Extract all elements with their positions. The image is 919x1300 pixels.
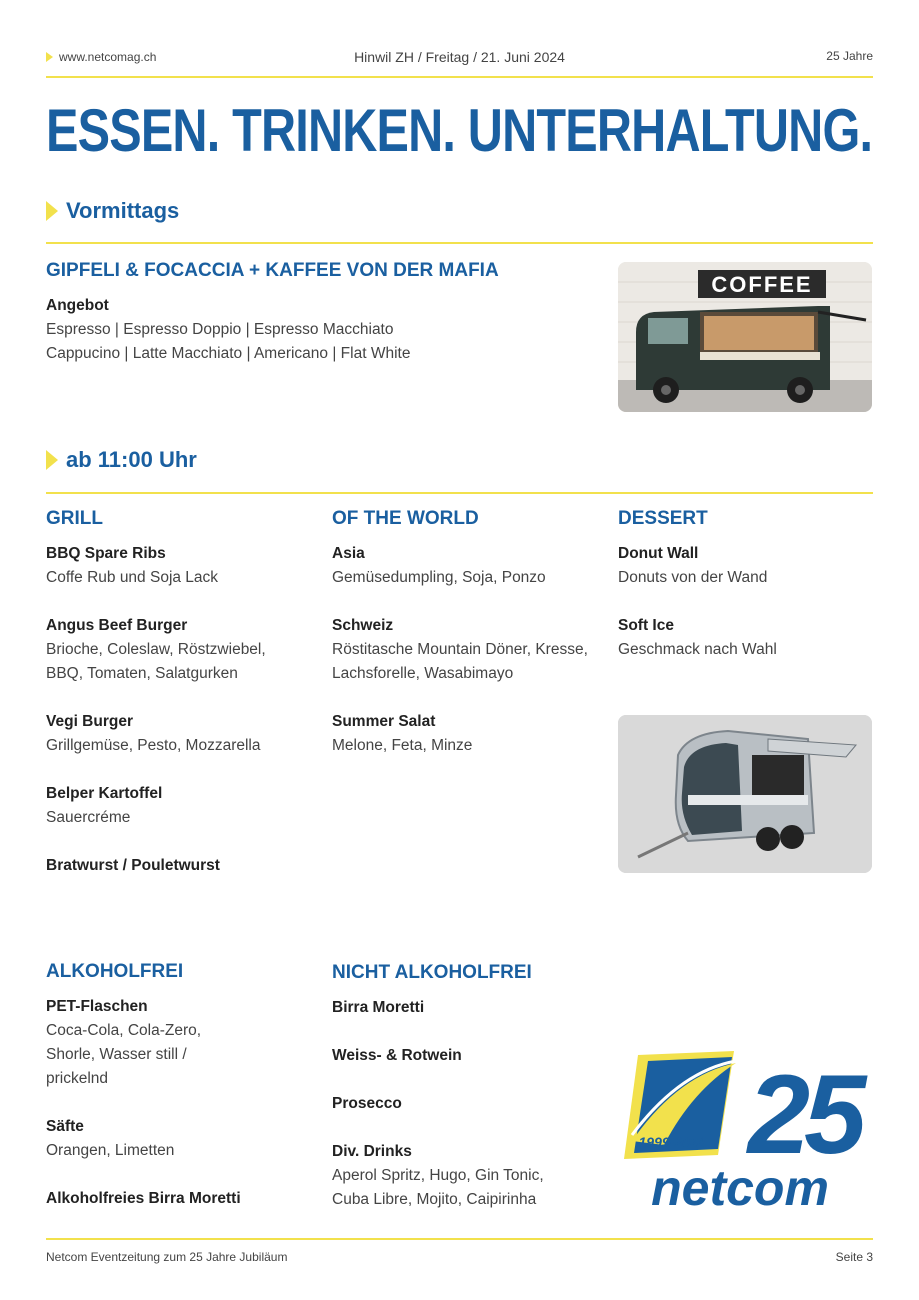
menu-item	[332, 542, 592, 590]
menu-item	[46, 710, 306, 758]
netcom-25-logo	[618, 1045, 874, 1215]
coffee-heading: GIPFELI & FOCACCIA + KAFFEE VON DER MAFIA	[46, 260, 499, 281]
drink-item-name: Alkoholfreies Birra Moretti	[46, 1190, 241, 1207]
section-divider	[46, 242, 873, 244]
section-vormittags	[46, 198, 179, 224]
menu-item-name: Belper Kartoffel	[46, 785, 163, 802]
offer-line-1: Espresso | Espresso Doppio | Espresso Macchiato	[46, 321, 394, 338]
page-title: ESSEN. TRINKEN. UNTERHALTUNG.	[46, 97, 873, 164]
world-heading: OF THE WORLD	[332, 508, 479, 529]
menu-item	[618, 542, 873, 590]
menu-item	[46, 614, 306, 686]
footer-divider	[46, 1238, 873, 1240]
food-trailer-image	[618, 715, 872, 873]
dessert-heading: DESSERT	[618, 508, 708, 529]
menu-item-name: Bratwurst / Pouletwurst	[46, 857, 220, 874]
coffee-truck-image	[618, 262, 872, 412]
food-trailer-illustration	[618, 715, 872, 873]
section-mittag	[46, 447, 197, 473]
menu-item	[618, 614, 873, 662]
drink-item	[46, 1115, 306, 1163]
logo-number: 25	[747, 1052, 861, 1177]
dessert-column	[618, 508, 873, 686]
drink-item-desc: Coca-Cola, Cola-Zero, Shorle, Wasser still / prickelnd	[46, 1022, 202, 1087]
menu-item-desc: Gemüsedumpling, Soja, Ponzo	[332, 569, 546, 586]
drink-item	[332, 1044, 592, 1068]
menu-item-desc: Geschmack nach Wahl	[618, 641, 777, 658]
header-date: Hinwil ZH / Freitag / 21. Juni 2024	[354, 49, 565, 65]
nicht-alkoholfrei-column	[332, 962, 592, 1236]
menu-item	[46, 854, 306, 878]
drink-item	[332, 1092, 592, 1116]
menu-item-desc: Röstitasche Mountain Döner, Kresse, Lachsforelle, Wasabimayo	[332, 641, 588, 682]
menu-item-name: BBQ Spare Ribs	[46, 545, 166, 562]
grill-column	[46, 508, 306, 902]
page-number: Seite 3	[835, 1250, 873, 1264]
drink-item	[46, 995, 306, 1091]
drink-item-desc: Aperol Spritz, Hugo, Gin Tonic, Cuba Libre, Mojito, Caipirinha	[332, 1167, 544, 1208]
alkoholfrei-column	[46, 961, 306, 1235]
section-triangle-icon	[46, 450, 58, 470]
header-anniversary: 25 Jahre	[826, 49, 873, 63]
drink-item-name: Birra Moretti	[332, 999, 425, 1016]
drink-item-name: Div. Drinks	[332, 1143, 412, 1160]
menu-item-name: Angus Beef Burger	[46, 617, 188, 634]
menu-item	[46, 782, 306, 830]
drink-item-name: Weiss- & Rotwein	[332, 1047, 462, 1064]
world-column	[332, 508, 592, 782]
menu-item-desc: Donuts von der Wand	[618, 569, 768, 586]
menu-item-name: Summer Salat	[332, 713, 436, 730]
offer-line-2: Cappucino | Latte Macchiato | Americano | Flat White	[46, 345, 411, 362]
drink-item-name: Prosecco	[332, 1095, 402, 1112]
menu-item-desc: Sauercréme	[46, 809, 131, 826]
drink-item	[332, 996, 592, 1020]
footer-caption: Netcom Eventzeitung zum 25 Jahre Jubiläum	[46, 1250, 288, 1264]
menu-item-desc: Coffe Rub und Soja Lack	[46, 569, 219, 586]
menu-item-desc: Melone, Feta, Minze	[332, 737, 473, 754]
drink-item	[332, 1140, 592, 1212]
offer-label: Angebot	[46, 297, 109, 314]
logo-brand: netcom	[651, 1160, 829, 1215]
drink-item-desc: Orangen, Limetten	[46, 1142, 175, 1159]
anniversary-logo-graphic	[618, 1045, 874, 1215]
menu-item-name: Vegi Burger	[46, 713, 133, 730]
header-divider	[46, 76, 873, 78]
menu-item	[46, 542, 306, 590]
section-triangle-icon	[46, 201, 58, 221]
section-mittag-title: ab 11:00 Uhr	[66, 447, 197, 472]
alkoholfrei-heading: ALKOHOLFREI	[46, 961, 184, 982]
menu-item-name: Donut Wall	[618, 545, 699, 562]
menu-item-name: Schweiz	[332, 617, 394, 634]
menu-item	[332, 614, 592, 686]
drink-item	[46, 1187, 306, 1211]
menu-item-name: Soft Ice	[618, 617, 674, 634]
menu-item-desc: Brioche, Coleslaw, Röstzwiebel, BBQ, Tomaten, Salatgurken	[46, 641, 266, 682]
coffee-sign-text: COFFEE	[711, 272, 813, 297]
menu-item	[332, 710, 592, 758]
drink-item-name: Säfte	[46, 1118, 84, 1135]
menu-item-desc: Grillgemüse, Pesto, Mozzarella	[46, 737, 261, 754]
logo-years: 1999-2024	[638, 1134, 706, 1150]
grill-heading: GRILL	[46, 508, 103, 529]
section-divider	[46, 492, 873, 494]
nicht-alkoholfrei-heading: NICHT ALKOHOLFREI	[332, 962, 532, 983]
drink-item-name: PET-Flaschen	[46, 998, 148, 1015]
section-vormittags-title: Vormittags	[66, 198, 180, 223]
menu-item-name: Asia	[332, 545, 365, 562]
header-url-text[interactable]: www.netcomag.ch	[59, 50, 157, 64]
coffee-truck-illustration	[618, 262, 872, 412]
